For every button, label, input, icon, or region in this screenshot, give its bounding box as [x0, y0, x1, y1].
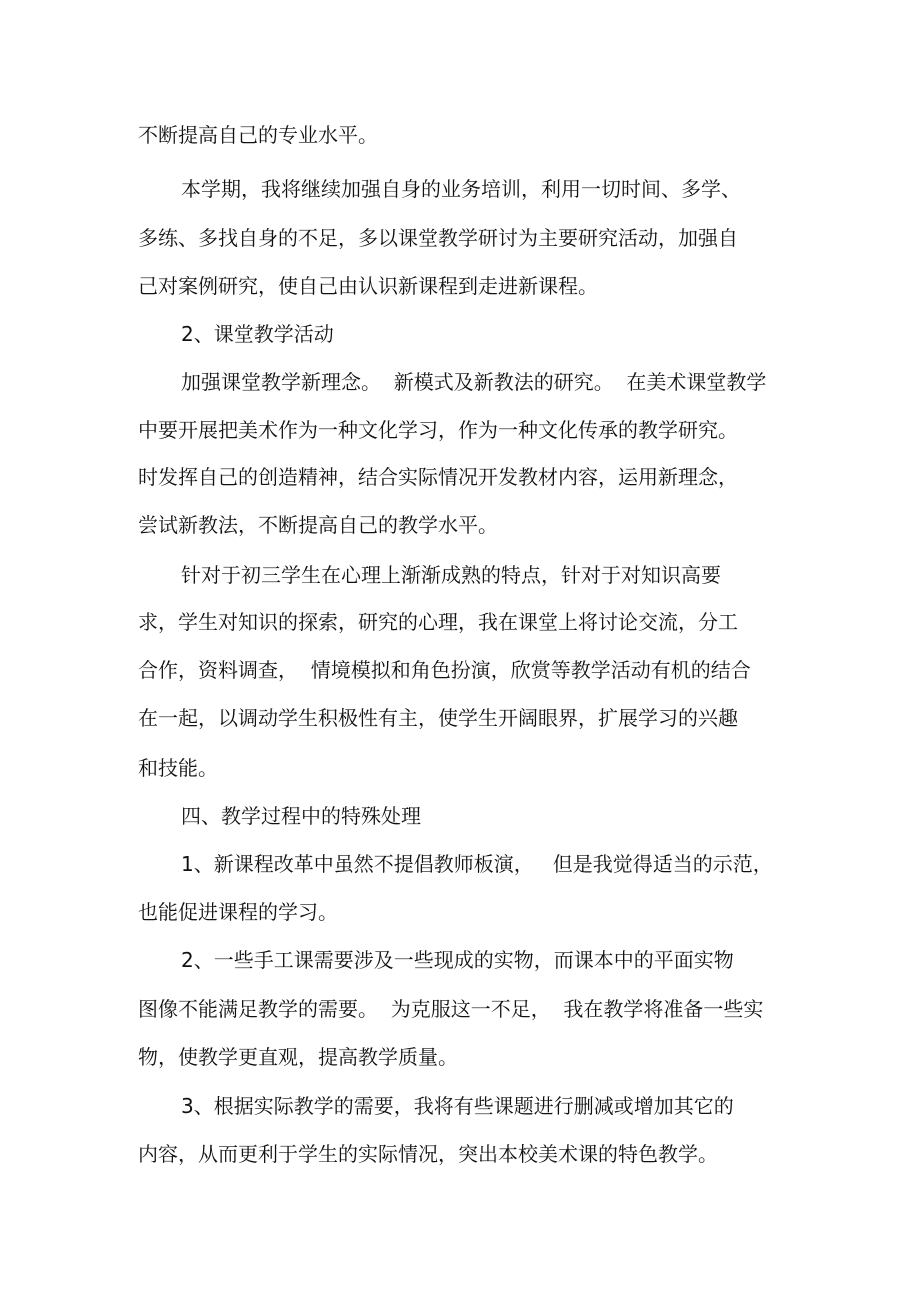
text-line: 图像不能满足教学的需要。 为克服这一不足， 我在教学将准备一些实 [138, 997, 764, 1021]
paragraph-start: 针对于初三学生在心理上渐渐成熟的特点，针对于对知识高要 [181, 563, 721, 587]
text-line: 尝试新教法，不断提高自己的教学水平。 [138, 513, 498, 537]
paragraph-start: 2、一些手工课需要涉及一些现成的实物，而课本中的平面实物 [181, 948, 734, 972]
section-heading: 四、教学过程中的特殊处理 [181, 804, 421, 828]
text-line: 内容，从而更利于学生的实际情况，突出本校美术课的特色教学。 [138, 1142, 718, 1166]
text-line: 和技能。 [138, 756, 218, 780]
section-heading: 2、课堂教学活动 [181, 322, 334, 346]
text-line: 时发挥自己的创造精神，结合实际情况开发教材内容，运用新理念， [138, 465, 738, 489]
text-line: 不断提高自己的专业水平。 [138, 123, 378, 147]
paragraph-start: 加强课堂教学新理念。 新模式及新教法的研究。 在美术课堂教学 [181, 370, 767, 394]
paragraph-start: 本学期，我将继续加强自身的业务培训，利用一切时间、多学、 [181, 177, 741, 201]
text-line: 物，使教学更直观，提高教学质量。 [138, 1045, 458, 1069]
text-line: 也能促进课程的学习。 [138, 900, 338, 924]
text-line: 多练、多找自身的不足，多以课堂教学研讨为主要研究活动，加强自 [138, 226, 738, 250]
text-line: 己对案例研究，使自己由认识新课程到走进新课程。 [138, 274, 598, 298]
paragraph-start: 1、新课程改革中虽然不提倡教师板演， 但是我觉得适当的示范， [181, 852, 773, 876]
text-line: 在一起，以调动学生积极性有主，使学生开阔眼界，扩展学习的兴趣 [138, 706, 738, 730]
paragraph-start: 3、根据实际教学的需要，我将有些课题进行删减或增加其它的 [181, 1094, 734, 1118]
text-line: 求，学生对知识的探索，研究的心理，我在课堂上将讨论交流，分工 [138, 610, 738, 634]
text-line: 合作，资料调查， 情境模拟和角色扮演，欣赏等教学活动有机的结合 [138, 658, 751, 682]
text-line: 中要开展把美术作为一种文化学习，作为一种文化传承的教学研究。 [138, 418, 738, 442]
